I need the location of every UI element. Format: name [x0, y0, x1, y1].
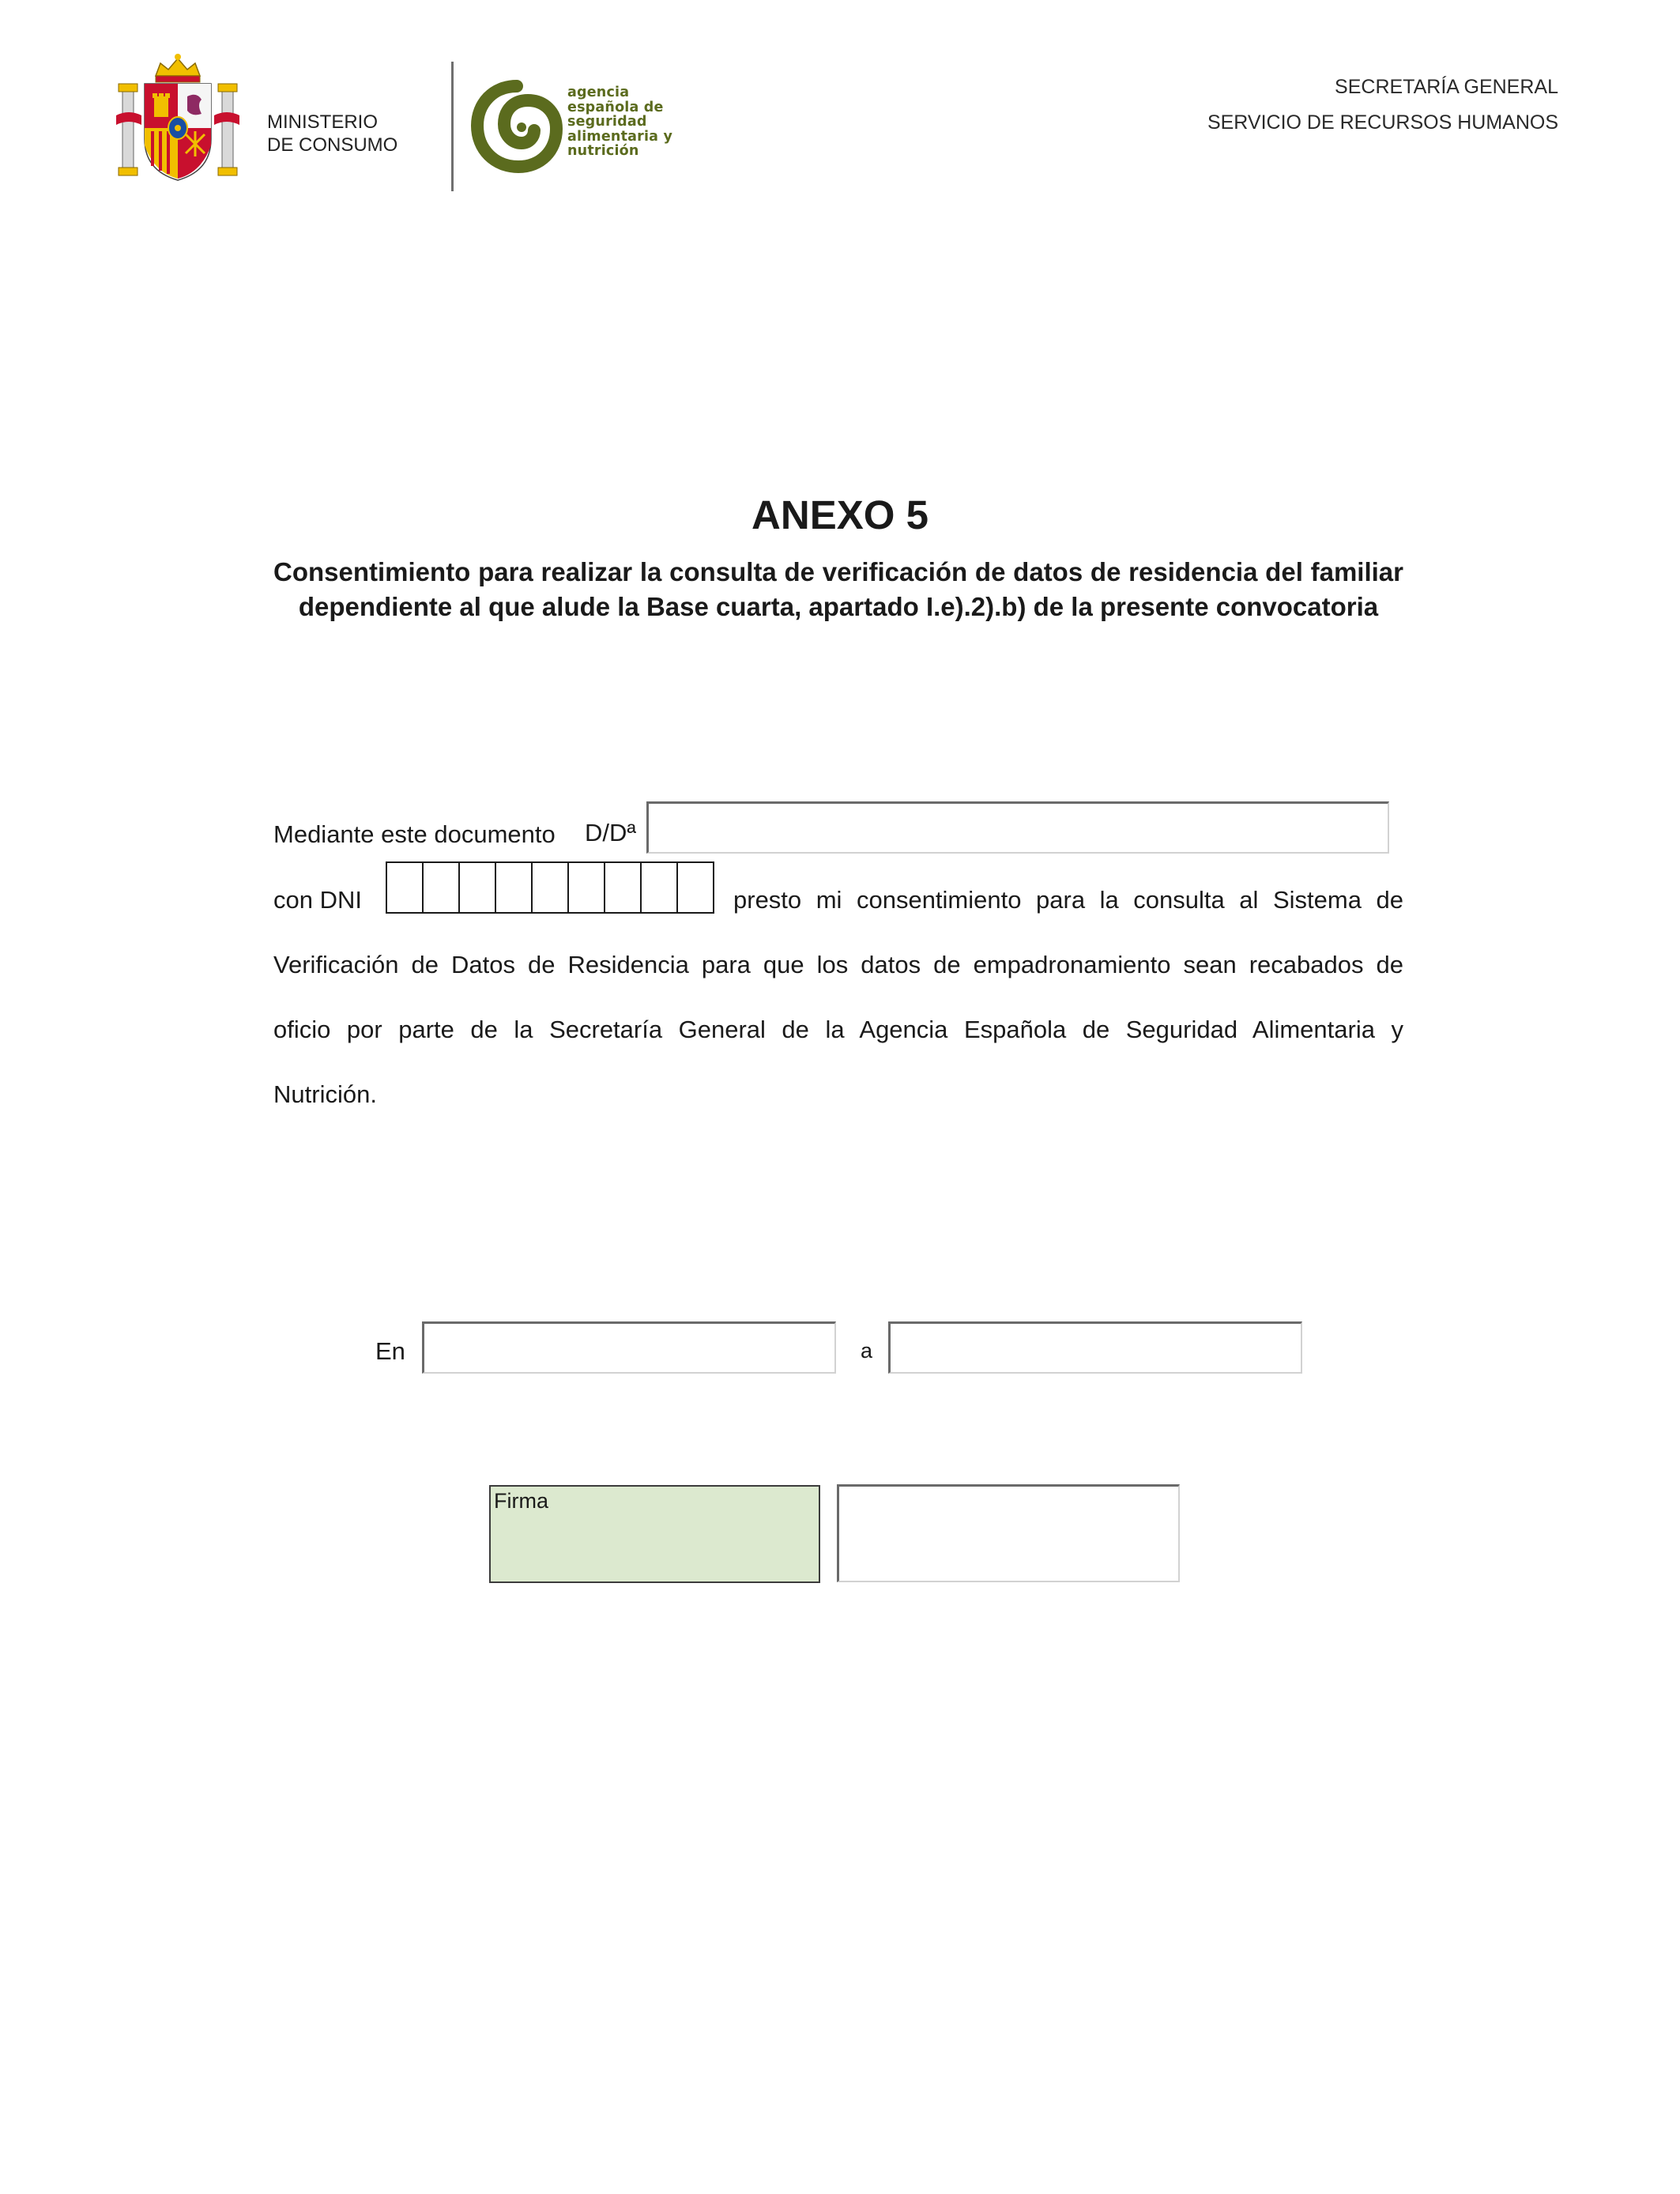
agency-line-5: nutrición: [567, 143, 639, 159]
dni-digit-input[interactable]: [387, 863, 424, 912]
agency-line-4: alimentaria y: [567, 128, 673, 145]
dni-digit-input[interactable]: [605, 863, 642, 912]
dni-digit-input[interactable]: [496, 863, 533, 912]
intro-text: Mediante este documento: [273, 820, 556, 848]
signature-label: Firma: [494, 1489, 548, 1513]
ministry-line-2: DE CONSUMO: [267, 134, 398, 156]
agency-line-2: española de: [567, 99, 664, 115]
name-label: D/Dª: [585, 819, 636, 846]
dni-digit-input[interactable]: [678, 863, 713, 912]
agency-line-1: agencia: [567, 85, 630, 100]
dni-label: con DNI: [273, 886, 362, 914]
document-title: ANEXO 5: [751, 492, 929, 537]
department-line-2: SERVICIO DE RECURSOS HUMANOS: [1207, 111, 1558, 134]
consent-text-line-4: Nutrición.: [273, 1080, 377, 1108]
agency-name: [567, 85, 672, 159]
dni-digit-input[interactable]: [424, 863, 460, 912]
aesan-spiral-logo-icon: [471, 80, 563, 173]
dni-digit-input[interactable]: [569, 863, 605, 912]
dni-input-group: [386, 861, 714, 914]
dni-digit-input[interactable]: [533, 863, 569, 912]
department-line-1: SECRETARÍA GENERAL: [1335, 76, 1558, 98]
document-subtitle: Consentimiento para realizar la consulta de verificación de datos de residencia del familiar dependiente al que alude la Base cuarta, apartado I.e).2).b) de la presente convocatoria: [273, 557, 1403, 621]
place-input[interactable]: [422, 1321, 836, 1374]
name-input[interactable]: [646, 801, 1389, 854]
header-divider: [451, 62, 454, 191]
department-header: [1207, 70, 1558, 141]
consent-text-line-3: oficio por parte de la Secretaría General de la Agencia Española de Seguridad Alimentaria y: [273, 1016, 1403, 1043]
place-label: En: [375, 1337, 405, 1365]
date-input[interactable]: [888, 1321, 1302, 1374]
consent-text-line-2: Verificación de Datos de Residencia para que los datos de empadronamiento sean recabados de: [273, 951, 1403, 978]
ministry-line-1: MINISTERIO: [267, 111, 379, 133]
dni-digit-input[interactable]: [460, 863, 496, 912]
agency-line-3: seguridad: [567, 114, 647, 130]
coat-of-arms-icon: [115, 52, 241, 187]
signature-input[interactable]: [837, 1484, 1180, 1582]
ministry-name: [267, 111, 397, 156]
dni-digit-input[interactable]: [642, 863, 678, 912]
coat-of-arms-wrapper: [115, 52, 241, 187]
signature-button[interactable]: [489, 1485, 820, 1583]
consent-text-line-1: presto mi consentimiento para la consulta al Sistema de: [733, 886, 1403, 914]
date-label: a: [861, 1339, 873, 1363]
